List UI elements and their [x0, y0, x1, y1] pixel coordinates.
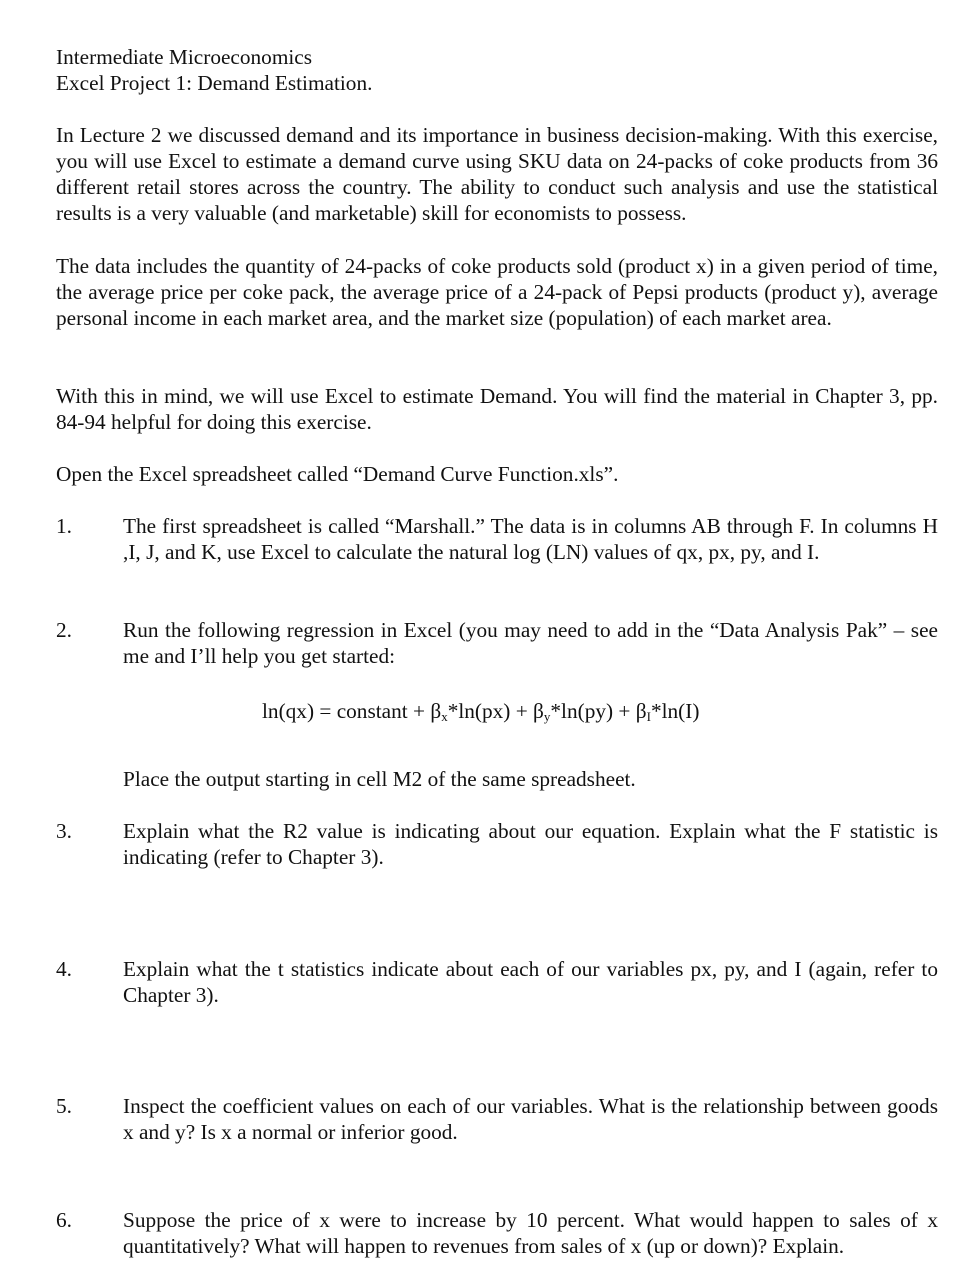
list-item — [56, 513, 938, 565]
intro-paragraph: In Lecture 2 we discussed demand and its importance in business decision-making. With this exercise, you will use Excel to estimate a demand curve using SKU data on 24-packs of coke products from 36 different retail stores across the country. The ability to conduct such analysis and use the statistical results is a very valuable (and marketable) skill for economists to possess. — [56, 123, 938, 225]
list-item-number: 6. — [56, 1208, 72, 1232]
chapter-reference-paragraph: With this in mind, we will use Excel to estimate Demand. You will find the material in Chapter 3, pp. 84-94 helpful for doing this exercise. — [56, 384, 938, 434]
beta-symbol: β — [430, 699, 442, 723]
list-item-number: 1. — [56, 514, 72, 538]
data-description-paragraph: The data includes the quantity of 24-packs of coke products sold (product x) in a given period of time, the average price per coke pack, the average price of a 24-pack of Pepsi products (product y), average personal income in each market area, and the market size (population) of each market area. — [56, 254, 938, 330]
equation-term-x: *ln(px) + — [447, 699, 534, 723]
list-item-text: Explain what the t statistics indicate about each of our variables px, py, and I (again, refer to Chapter 3). — [123, 957, 938, 1007]
beta-subscript-i: I — [646, 709, 651, 724]
equation-term-i: *ln(I) — [650, 699, 700, 723]
list-item — [56, 818, 938, 870]
open-spreadsheet-paragraph: Open the Excel spreadsheet called “Demand Curve Function.xls”. — [56, 462, 619, 486]
beta-symbol: β — [635, 699, 647, 723]
output-placement-instruction: Place the output starting in cell M2 of the same spreadsheet. — [123, 767, 636, 791]
list-item-text: The first spreadsheet is called “Marshall.” The data is in columns AB through F. In columns H ,I, J, and K, use Excel to calculate the natural log (LN) values of qx, px, py, and I. — [123, 514, 938, 564]
list-item — [56, 1093, 938, 1145]
project-title: Excel Project 1: Demand Estimation. — [56, 71, 373, 95]
list-item-text: Inspect the coefficient values on each of our variables. What is the relationship between goods x and y? Is x a normal or inferior good. — [123, 1094, 938, 1144]
list-item-number: 5. — [56, 1094, 72, 1118]
list-item-number: 4. — [56, 957, 72, 981]
beta-symbol: β — [533, 699, 544, 723]
list-item — [56, 1207, 938, 1259]
document-page — [56, 44, 938, 96]
equation-lhs: ln(qx) = constant + — [262, 699, 431, 723]
list-item-text: Run the following regression in Excel (you may need to add in the “Data Analysis Pak” – see me and I’ll help you get started: — [123, 618, 938, 668]
list-item-text: Suppose the price of x were to increase by 10 percent. What would happen to sales of x quantitatively? What will happen to revenues from sales of x (up or down)? Explain. — [123, 1208, 938, 1258]
equation-term-y: *ln(py) + — [550, 699, 636, 723]
list-item — [56, 956, 938, 1008]
list-item — [56, 617, 938, 669]
regression-equation — [262, 698, 699, 724]
course-title: Intermediate Microeconomics — [56, 45, 313, 69]
list-item-text: Explain what the R2 value is indicating about our equation. Explain what the F statistic is indicating (refer to Chapter 3). — [123, 819, 938, 869]
list-item-number: 3. — [56, 819, 72, 843]
list-item-number: 2. — [56, 618, 72, 642]
beta-subscript-y: y — [543, 709, 551, 724]
beta-subscript-x: x — [441, 709, 448, 724]
